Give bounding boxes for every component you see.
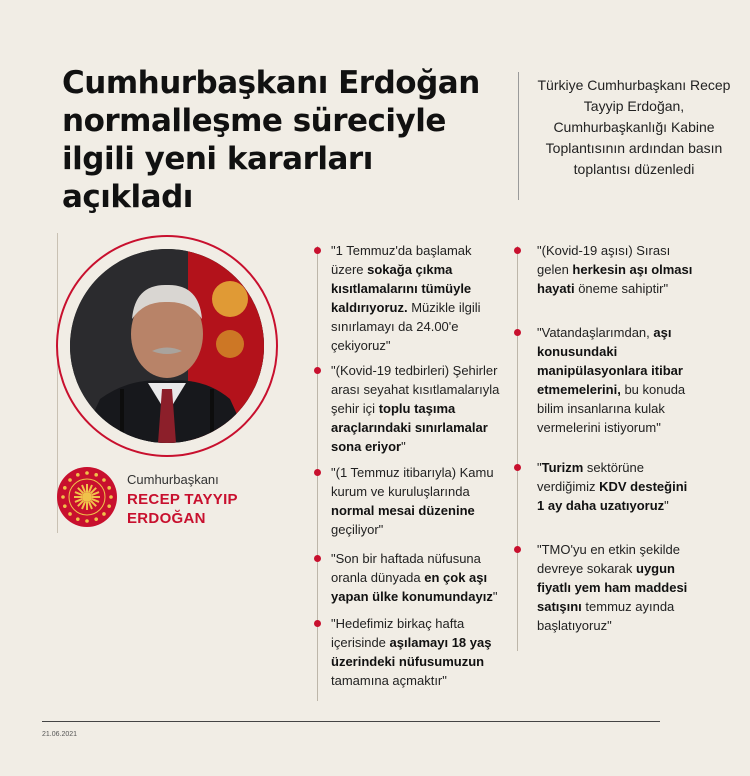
quote-text — [331, 614, 503, 690]
quote-text — [537, 458, 697, 515]
quote-segment: " — [537, 460, 542, 475]
quote-text — [331, 463, 503, 539]
quote-segment: "TMO'yu en etkin şekilde devreye sokarak — [537, 542, 680, 576]
quote-segment: "(Kovid-19 tedbirleri) Şehirler arası seyahat kısıtlamalarıyla şehir içi — [331, 363, 500, 416]
president-name: RECEP TAYYIP ERDOĞAN — [127, 491, 238, 527]
quote-emphasis: aşı konusundaki manipülasyonlara itibar etmemelerini, — [537, 325, 683, 397]
quote-emphasis: normal mesai düzenine — [331, 503, 475, 518]
quote-emphasis: toplu taşıma araçlarındaki sınırlamalar sona eriyor — [331, 401, 488, 454]
quote-segment: geçiliyor" — [331, 522, 384, 537]
intro-text: Türkiye Cumhurbaşkanı Recep Tayyip Erdoğan, Cumhurbaşkanlığı Kabine Toplantısının ardından basın toplantısı düzenledi — [537, 77, 731, 177]
quote-emphasis: KDV desteğini 1 ay daha uzatıyoruz — [537, 479, 688, 513]
quote-segment: "(1 Temmuz itibarıyla) Kamu kurum ve kuruluşlarında — [331, 465, 494, 499]
intro-divider — [518, 72, 519, 200]
quote-text — [537, 241, 697, 298]
quote-emphasis: Turizm — [541, 460, 584, 475]
right-quotes-line — [517, 246, 518, 651]
quote-bullet — [314, 469, 321, 476]
quote-segment: sektörüne verdiğimiz — [537, 460, 644, 494]
quote-text — [537, 323, 697, 437]
quote-segment: öneme sahiptir" — [574, 281, 669, 296]
quote-bullet — [314, 555, 321, 562]
quote-text — [331, 361, 503, 456]
quote-text — [537, 540, 697, 635]
quote-segment: "Son bir haftada nüfusuna oranla dünyada — [331, 551, 481, 585]
president-role: Cumhurbaşkanı — [127, 472, 219, 487]
presidential-seal-icon — [56, 466, 118, 528]
quote-bullet — [514, 546, 521, 553]
quote-text — [331, 549, 503, 606]
footer-rule — [42, 721, 660, 722]
quote-segment: Müzikle ilgili sınırlamayı da 24.00'e çekiyoruz" — [331, 300, 481, 353]
quote-segment: bu konuda bilim insanlarına kulak vermelerini istiyorum" — [537, 382, 686, 435]
quote-emphasis: en çok aşı yapan ülke konumundayız — [331, 570, 493, 604]
quote-bullet — [514, 329, 521, 336]
quote-segment: " — [492, 589, 498, 604]
quote-emphasis: uygun fiyatlı yem ham maddesi satışını — [537, 561, 688, 614]
quote-emphasis: sokağa çıkma kısıtlamalarını tümüyle kaldırıyoruz. — [331, 262, 472, 315]
president-portrait — [70, 249, 264, 443]
quote-segment: "Hedefimiz birkaç hafta içerisinde — [331, 616, 465, 650]
quote-segment: "(Kovid-19 aşısı) Sırası gelen — [537, 243, 671, 277]
quote-emphasis: herkesin aşı olması hayati — [537, 262, 693, 296]
page-title: Cumhurbaşkanı Erdoğan normalleşme süreciyle ilgili yeni kararları açıkladı — [62, 65, 480, 215]
quote-bullet — [314, 620, 321, 627]
quote-bullet — [314, 367, 321, 374]
quote-segment: " — [401, 439, 406, 454]
quote-bullet — [514, 247, 521, 254]
quote-segment: "1 Temmuz'da başlamak üzere — [331, 243, 472, 277]
publish-date: 21.06.2021 — [42, 731, 78, 738]
quote-bullet — [314, 247, 321, 254]
quote-segment: temmuz ayında başlatıyoruz" — [537, 599, 675, 633]
quote-segment: " — [664, 498, 669, 513]
quote-text — [331, 241, 503, 355]
quote-emphasis: aşılamayı 18 yaş üzerindeki nüfusumuzun — [331, 635, 492, 669]
quote-segment: "Vatandaşlarımdan, — [537, 325, 654, 340]
quote-segment: tamamına açmaktır" — [331, 673, 447, 688]
quote-bullet — [514, 464, 521, 471]
